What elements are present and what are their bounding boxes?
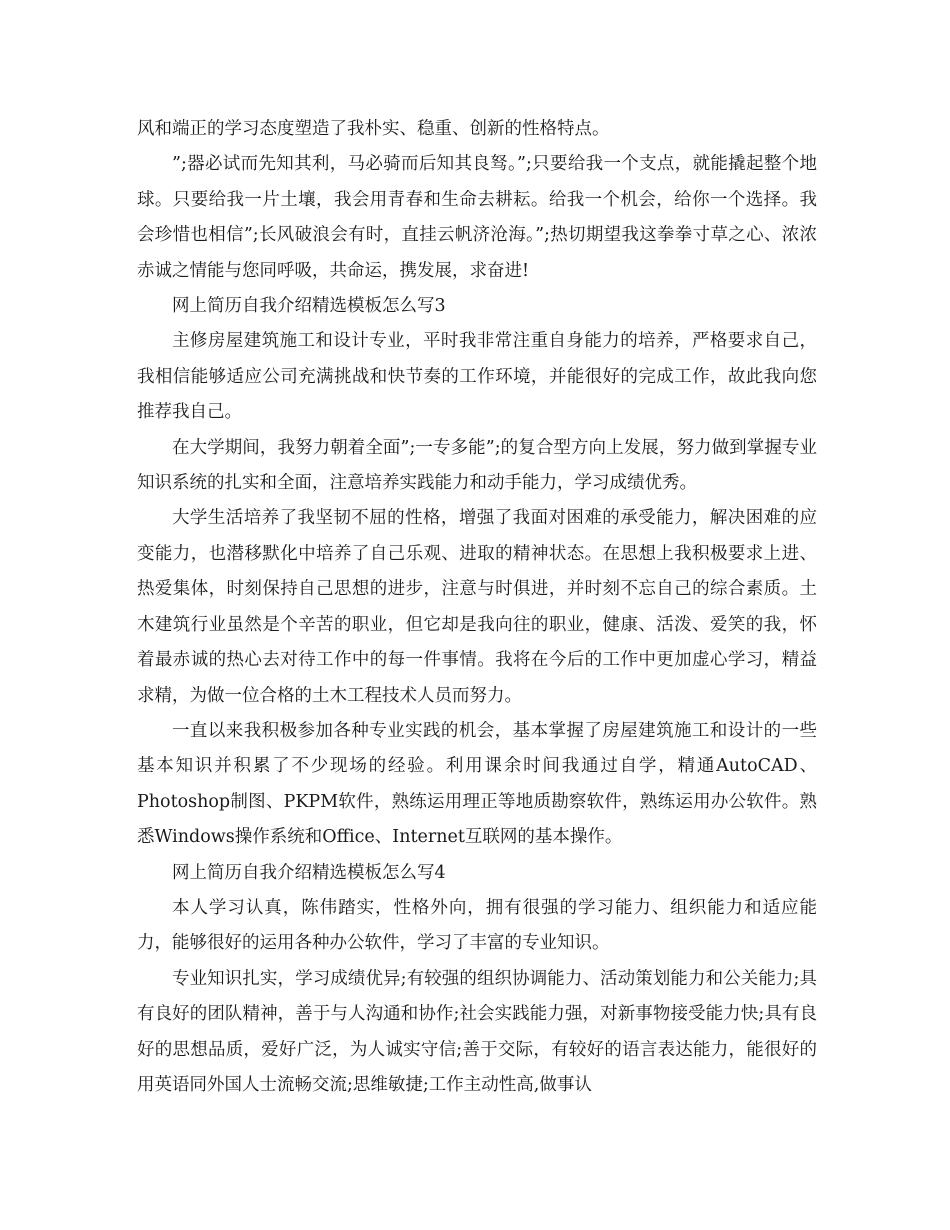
paragraph-continuation: 风和端正的学习态度塑造了我朴实、稳重、创新的性格特点。 [137,119,610,139]
paragraph-study: 本人学习认真，陈伟踏实，性格外向，拥有很强的学习能力、组织能力和适应能力，能够很好的运用各种办公软件，学习了丰富的专业知识。 [137,897,817,954]
paragraph-character: 大学生活培养了我坚韧不屈的性格，增强了我面对困难的承受能力，解决困难的应变能力，也潜移默化中培养了自己乐观、进取的精神状态。在思想上我积极要求上进、热爱集体，时刻保持自己思想的进步，注意与时俱进，并时刻不忘自己的综合素质。土木建筑行业虽然是个辛苦的职业，但它却是我向往的职业，健康、活泼、爱笑的我，怀着最赤诚的热心去对待工作中的每一件事情。我将在今后的工作中更加虚心学习，精益求精，为做一位合格的土木工程技术人员而努力。 [137,508,817,706]
section-heading-3: 网上简历自我介绍精选模板怎么写3 [172,296,446,317]
paragraph-quote: ”;器必试而先知其利，马必骑而后知其良驽。”;只要给我一个支点，就能撬起整个地球。只要给我一片土壤，我会用青春和生命去耕耘。给我一个机会，给你一个选择。我会珍惜也相信”;长风破浪会有时，直挂云帆济沧海。”;热切期望我这拳拳寸草之心、浓浓赤诚之情能与您同呼吸，共命运，携发展，求奋进! [137,154,817,281]
paragraph-skills: 专业知识扎实，学习成绩优异;有较强的组织协调能力、活动策划能力和公关能力;具有良好的团队精神，善于与人沟通和协作;社会实践能力强，对新事物接受能力快;具有良好的思想品质，爱好广泛，为人诚实守信;善于交际，有较好的语言表达能力，能很好的用英语同外国人士流畅交流;思维敏捷;工作主动性高,做事认 [137,968,817,1095]
paragraph-practice: 一直以来我积极参加各种专业实践的机会，基本掌握了房屋建筑施工和设计的一些基本知识并积累了不少现场的经验。利用课余时间我通过自学，精通AutoCAD、Photoshop制图、PKPM软件，熟练运用理正等地质勘察软件，熟练运用办公软件。熟悉Windows操作系统和Office、Internet互联网的基本操作。 [137,720,817,848]
paragraph-university: 在大学期间，我努力朝着全面”;一专多能”;的复合型方向上发展，努力做到掌握专业知识系统的扎实和全面，注意培养实践能力和动手能力，学习成绩优秀。 [137,437,817,494]
section-heading-4: 网上简历自我介绍精选模板怎么写4 [172,862,446,883]
paragraph-major: 主修房屋建筑施工和设计专业，平时我非常注重自身能力的培养，严格要求自己，我相信能够适应公司充满挑战和快节奏的工作环境，并能很好的完成工作，故此我向您推荐我自己。 [137,331,817,423]
document-body [137,112,817,1103]
